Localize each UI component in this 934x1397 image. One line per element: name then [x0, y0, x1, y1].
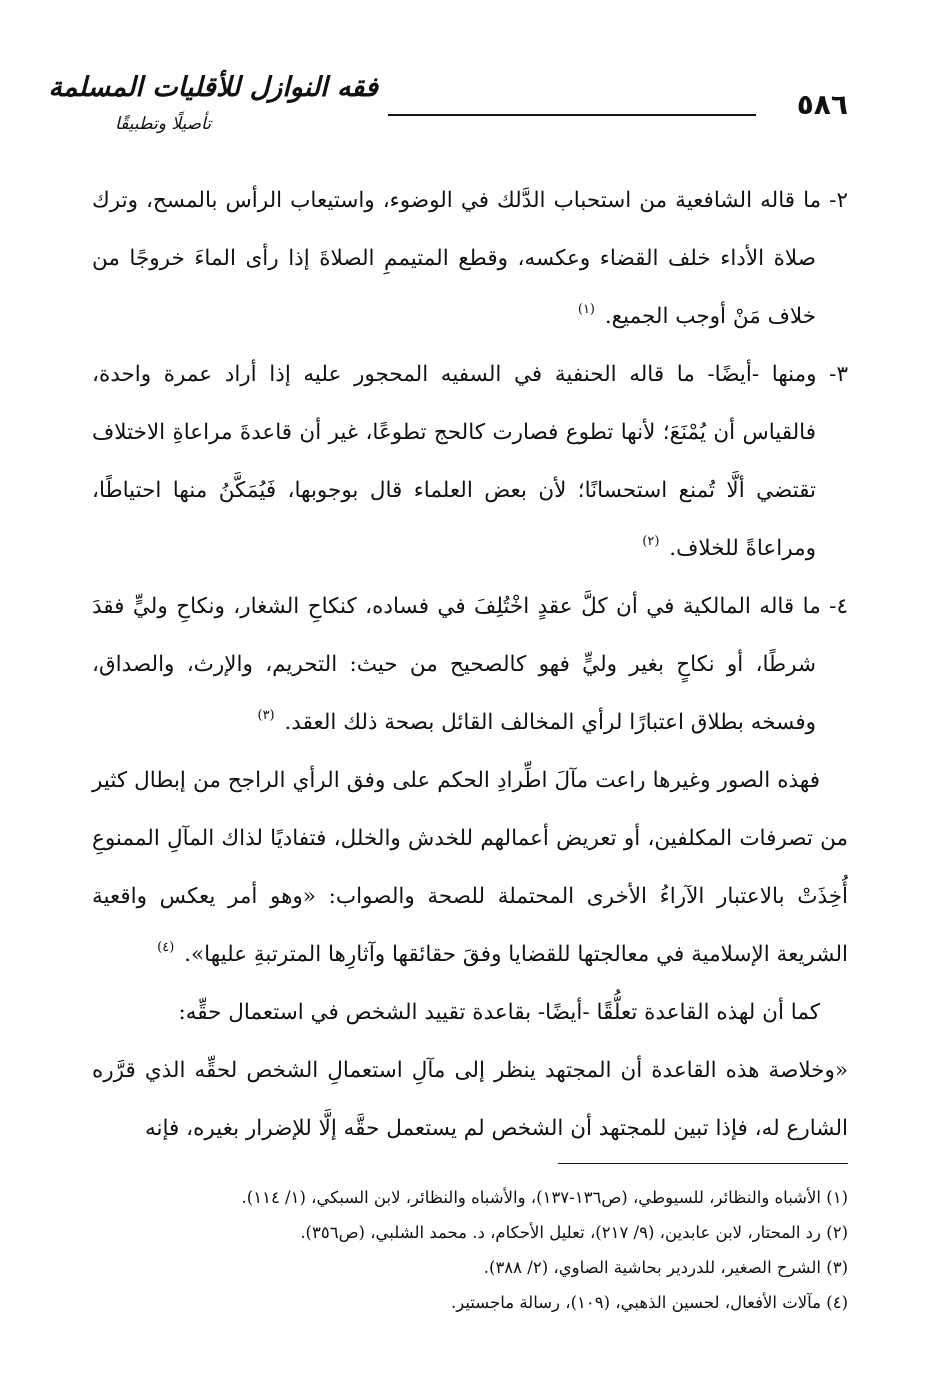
main-text — [92, 172, 848, 1158]
page-number: ٥٨٦ — [796, 88, 848, 121]
list-item-4-text: ٤- ما قاله المالكية في أن كلَّ عقدٍ اخْتُلِفَ في فساده، كنكاحِ الشغار، ونكاحِ وليٍّ فقدَ شرطًا، أو نكاحٍ بغير وليٍّ فهو كالصحيح من حيث: التحريم، والإرث، والصداق، وفسخه بطلاق اعتبارًا لرأي المخالف القائل بصحة ذلك العقد. — [92, 594, 848, 735]
footnote-ref-3: (٣) — [257, 708, 275, 723]
footnotes — [92, 1180, 848, 1320]
book-subtitle: تأصيلًا وتطبيقًا — [115, 114, 211, 134]
footnote-separator — [558, 1163, 848, 1164]
footnote-ref-1: (١) — [577, 302, 595, 317]
footnote-ref-2: (٢) — [642, 534, 660, 549]
footnote-2: (٢) رد المحتار، لابن عابدين، (٩/ ٢١٧)، تعليل الأحكام، د. محمد الشلبي، (ص٣٥٦). — [300, 1223, 848, 1242]
paragraph-1 — [92, 752, 848, 984]
list-item-2-text: ٢- ما قاله الشافعية من استحباب الدَّلك في الوضوء، واستيعاب الرأس بالمسح، وترك صلاة الأداء خلف القضاء وعكسه، وقطع المتيممِ الصلاةَ إذا رأى الماءَ خروجًا من خلاف مَنْ أوجب الجميع. — [92, 188, 848, 329]
paragraph-1-text: فهذه الصور وغيرها راعت مآلَ اطِّرادِ الحكم على وفق الرأي الراجح من إبطال كثير من تصرفات المكلفين، أو تعريض أعمالهم للخدش والخلل، فتفاديًا لذاك المآلِ الممنوعِ أُخِذَتْ بالاعتبار الآراءُ الأخرى المحتملة للصحة والصواب: «وهو أمر يعكس واقعية الشريعة الإسلامية في معالجتها للقضايا وفقَ حقائقها وآثارِها المترتبةِ عليها». — [92, 768, 848, 967]
paragraph-2: كما أن لهذه القاعدة تعلُّقًا -أيضًا- بقاعدة تقييد الشخص في استعمال حقِّه: — [178, 1000, 820, 1025]
list-item-3-text: ٣- ومنها -أيضًا- ما قاله الحنفية في السفيه المحجور عليه إذا أراد عمرة واحدة، فالقياس أن يُمْنَعَ؛ لأنها تطوع فصارت كالحج تطوعًا، غير أن قاعدةَ مراعاةِ الاختلاف تقتضي ألَّا تُمنع استحسانًا؛ لأن بعض العلماء قال بوجوبها، فَيُمَكَّنُ منها احتياطًا، ومراعاةً للخلاف. — [92, 362, 848, 561]
footnote-ref-4: (٤) — [157, 940, 175, 955]
paragraph-3: «وخلاصة هذه القاعدة أن المجتهد ينظر إلى مآلِ استعمالِ الشخص لحقِّه الذي قرَّره الشارع له، فإذا تبين للمجتهد أن الشخص لم يستعمل حقَّه إلَّا للإضرار بغيره، فإنه — [92, 1058, 848, 1141]
footnote-1: (١) الأشباه والنظائر، للسيوطي، (ص١٣٦-١٣٧)، والأشباه والنظائر، لابن السبكي، (١/ ١١٤). — [241, 1188, 848, 1207]
book-title: فقه النوازل للأقليات المسلمة — [48, 72, 378, 103]
header-rule — [388, 114, 756, 116]
running-header — [48, 66, 848, 146]
list-item-4 — [92, 578, 848, 752]
footnote-3: (٣) الشرح الصغير، للدردير بحاشية الصاوي، (٢/ ٣٨٨). — [483, 1258, 848, 1277]
list-item-3 — [92, 346, 848, 578]
footnote-4: (٤) مآلات الأفعال، لحسين الذهبي، (١٠٩)، رسالة ماجستير. — [450, 1293, 848, 1312]
list-item-2 — [92, 172, 848, 346]
